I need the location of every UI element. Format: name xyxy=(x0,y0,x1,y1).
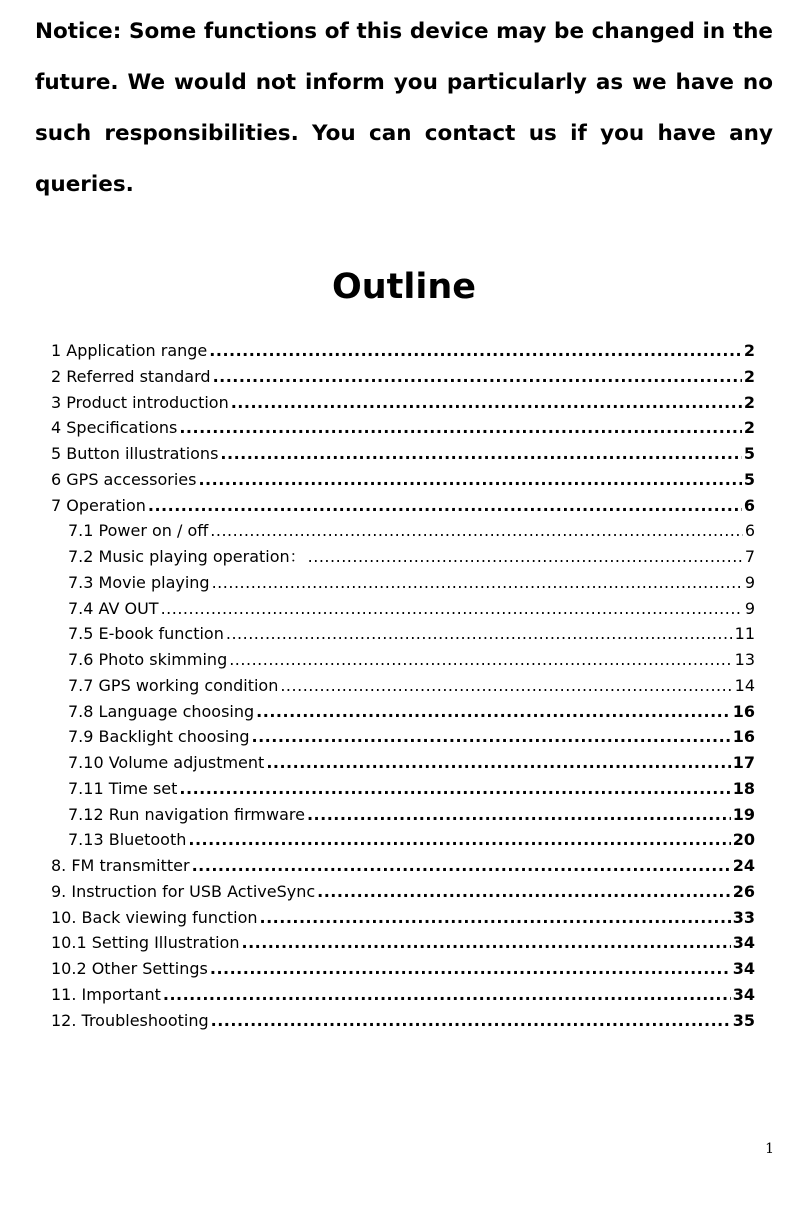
toc-entry-label: 7.11 Time set xyxy=(68,778,178,798)
toc-leader-dots xyxy=(161,596,743,622)
toc-entry[interactable] xyxy=(51,930,755,956)
toc-leader-dots xyxy=(213,364,742,390)
toc-entry-label: 10. Back viewing function xyxy=(51,907,258,927)
toc-leader-dots xyxy=(231,390,742,416)
toc-entry[interactable] xyxy=(51,750,755,776)
toc-entry-page: 24 xyxy=(732,856,755,875)
toc-leader-dots xyxy=(210,518,743,544)
toc-entry-label: 7.10 Volume adjustment xyxy=(68,753,265,772)
toc-entry-page: 18 xyxy=(732,778,755,798)
toc-entry-label: 7.13 Bluetooth xyxy=(68,830,187,850)
toc-leader-dots xyxy=(256,699,731,725)
toc-entry-page: 11 xyxy=(734,624,755,644)
toc-entry[interactable] xyxy=(51,364,755,390)
toc-entry-label: 8. FM transmitter xyxy=(51,856,190,875)
toc-entry-page: 5 xyxy=(743,469,755,489)
toc-entry-label: 10.1 Setting Illustration xyxy=(51,933,240,953)
toc-leader-dots xyxy=(266,750,730,776)
toc-leader-dots xyxy=(188,827,730,853)
toc-entry-page: 16 xyxy=(732,727,755,747)
toc-entry-label: 7.9 Backlight choosing xyxy=(68,727,250,747)
toc-entry[interactable] xyxy=(51,776,755,802)
toc-entry[interactable] xyxy=(51,518,755,544)
toc-entry-page: 9 xyxy=(744,598,755,618)
toc-leader-dots xyxy=(192,853,731,879)
toc-entry-label: 7 Operation xyxy=(51,495,146,515)
toc-leader-dots xyxy=(307,802,731,828)
toc-leader-dots xyxy=(198,467,741,493)
toc-entry[interactable] xyxy=(51,544,755,570)
toc-entry[interactable] xyxy=(51,493,755,519)
toc-entry-page: 34 xyxy=(732,959,755,978)
toc-entry[interactable] xyxy=(51,1008,755,1034)
notice-paragraph: Notice: Some functions of this device may be changed in the future. We would not inform you particularly as we have no such responsibilities. You can contact us if you have any queries. xyxy=(35,19,773,197)
page-number: 1 xyxy=(765,1141,774,1157)
toc-entry-page: 20 xyxy=(732,830,755,850)
toc-leader-dots xyxy=(163,982,731,1008)
toc-leader-dots xyxy=(179,415,742,441)
toc-entry-label: 7.4 AV OUT xyxy=(68,598,159,618)
toc-entry-label: 7.1 Power on / off xyxy=(68,521,209,541)
toc-entry-label: 7.7 GPS working condition xyxy=(68,675,279,695)
toc-leader-dots xyxy=(210,956,731,982)
toc-entry[interactable] xyxy=(51,982,755,1008)
toc-entry-page: 2 xyxy=(743,366,755,386)
toc-entry-label: 1 Application range xyxy=(51,341,208,360)
toc-entry-page: 19 xyxy=(732,804,755,824)
toc-entry-page: 17 xyxy=(732,753,755,772)
toc-leader-dots xyxy=(280,673,732,699)
toc-leader-dots xyxy=(241,930,730,956)
toc-entry-label: 4 Specifications xyxy=(51,418,178,438)
toc-entry[interactable] xyxy=(51,802,755,828)
toc-entry-page: 26 xyxy=(732,881,755,901)
toc-entry-label: 7.2 Music playing operation： xyxy=(68,547,306,566)
toc-entry[interactable] xyxy=(51,415,755,441)
toc-entry-page: 7 xyxy=(744,547,755,566)
toc-leader-dots xyxy=(260,905,731,931)
toc-leader-dots xyxy=(148,493,742,519)
toc-entry-page: 2 xyxy=(743,392,755,412)
toc-entry-label: 3 Product introduction xyxy=(51,392,229,412)
toc-entry[interactable] xyxy=(51,621,755,647)
toc-entry-page: 9 xyxy=(744,572,755,592)
toc-entry-label: 10.2 Other Settings xyxy=(51,959,208,978)
toc-leader-dots xyxy=(211,1008,731,1034)
toc-entry-page: 6 xyxy=(743,495,755,515)
toc-entry[interactable] xyxy=(51,879,755,905)
toc-entry-page: 13 xyxy=(734,650,755,669)
toc-leader-dots xyxy=(252,724,731,750)
toc-entry-label: 2 Referred standard xyxy=(51,366,211,386)
table-of-contents xyxy=(51,338,755,1033)
outline-title: Outline xyxy=(331,267,477,307)
toc-entry-label: 7.12 Run navigation firmware xyxy=(68,804,305,824)
toc-leader-dots xyxy=(229,647,732,673)
toc-entry-page: 34 xyxy=(732,933,755,953)
toc-leader-dots xyxy=(308,544,743,570)
toc-entry[interactable] xyxy=(51,596,755,622)
toc-entry-label: 11. Important xyxy=(51,984,161,1004)
toc-leader-dots xyxy=(220,441,741,467)
toc-leader-dots xyxy=(212,570,743,596)
toc-entry-label: 7.8 Language choosing xyxy=(68,701,255,721)
toc-entry-page: 14 xyxy=(734,675,755,695)
toc-entry[interactable] xyxy=(51,467,755,493)
toc-entry-page: 34 xyxy=(732,984,755,1004)
toc-entry[interactable] xyxy=(51,724,755,750)
toc-entry[interactable] xyxy=(51,956,755,982)
toc-entry-page: 5 xyxy=(743,444,755,463)
toc-entry-label: 7.3 Movie playing xyxy=(68,572,210,592)
toc-entry[interactable] xyxy=(51,390,755,416)
toc-entry-page: 6 xyxy=(744,521,755,541)
toc-entry-label: 12. Troubleshooting xyxy=(51,1010,209,1030)
toc-leader-dots xyxy=(209,338,742,364)
toc-leader-dots xyxy=(317,879,731,905)
toc-entry[interactable] xyxy=(51,905,755,931)
toc-entry-page: 33 xyxy=(732,907,755,927)
toc-entry-page: 16 xyxy=(732,701,755,721)
toc-entry[interactable] xyxy=(51,673,755,699)
toc-entry-label: 7.6 Photo skimming xyxy=(68,650,228,669)
toc-entry-label: 9. Instruction for USB ActiveSync xyxy=(51,881,316,901)
toc-entry[interactable] xyxy=(51,853,755,879)
toc-entry[interactable] xyxy=(51,441,755,467)
toc-entry[interactable] xyxy=(51,338,755,364)
toc-entry[interactable] xyxy=(51,647,755,673)
toc-entry[interactable] xyxy=(51,827,755,853)
toc-entry-page: 35 xyxy=(732,1010,755,1030)
toc-entry-label: 6 GPS accessories xyxy=(51,469,197,489)
toc-entry-label: 7.5 E-book function xyxy=(68,624,224,644)
toc-leader-dots xyxy=(179,776,730,802)
toc-entry-label: 5 Button illustrations xyxy=(51,444,219,463)
toc-entry[interactable] xyxy=(51,570,755,596)
toc-entry-page: 2 xyxy=(743,341,755,360)
toc-entry[interactable] xyxy=(51,699,755,725)
toc-leader-dots xyxy=(226,621,733,647)
toc-entry-page: 2 xyxy=(743,418,755,438)
